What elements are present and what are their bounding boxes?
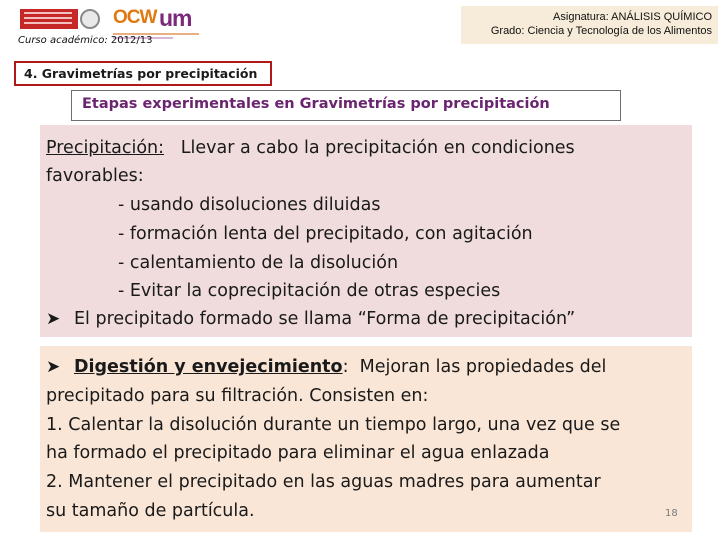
arrow-bullet-icon: ➤ [46,357,61,377]
condition-item: - formación lenta del precipitado, con agitación [118,224,533,244]
precipitation-form-line [46,305,575,333]
condition-item: - usando disoluciones diluidas [118,195,381,215]
degree-line: Grado: Ciencia y Tecnología de los Alimentos [490,25,712,37]
digestion-step-2-cont: su tamaño de partícula. [46,501,255,521]
academic-year [18,35,152,46]
digestion-term: Digestión y envejecimiento [74,357,343,377]
precipitation-term: Precipitación: [46,138,165,158]
digestion-step-2: 2. Mantener el precipitado en las aguas madres para aumentar [46,472,601,492]
digestion-colon: : [342,357,349,377]
digestion-line: precipitado para su filtración. Consisten en: [46,386,429,406]
precipitation-line-1 [46,134,575,162]
condition-item: - calentamiento de la disolución [118,253,399,273]
condition-item: - Evitar la coprecipitación de otras especies [118,281,501,301]
ocw-logo-text: OCW [113,7,157,28]
precipitation-line-2: favorables: [46,166,144,186]
section-title: 4. Gravimetrías por precipitación [14,61,272,86]
arrow-bullet-icon: ➤ [46,309,61,329]
digestion-line-1 [46,353,606,381]
precipitation-form-text: El precipitado formado se llama “Forma de precipitación” [74,309,576,329]
um-logo-text: um [159,5,192,31]
slide-subtitle: Etapas experimentales en Gravimetrías por precipitación [71,90,621,121]
digestion-definition: Mejoran las propiedades del [359,357,607,377]
digestion-step-1: 1. Calentar la disolución durante un tiempo largo, una vez que se [46,415,621,435]
subject-box [461,6,718,44]
page-number: 18 [665,508,678,519]
seal-icon [80,9,100,29]
precipitation-definition: Llevar a cabo la precipitación en condiciones [180,138,575,158]
academic-year-label: Curso académico: [18,35,108,46]
university-logo [20,9,106,29]
academic-year-value: 2012/13 [110,35,153,46]
digestion-step-1-cont: ha formado el precipitado para eliminar el agua enlazada [46,443,550,463]
subject-line: Asignatura: ANÁLISIS QUÍMICO [553,11,712,23]
